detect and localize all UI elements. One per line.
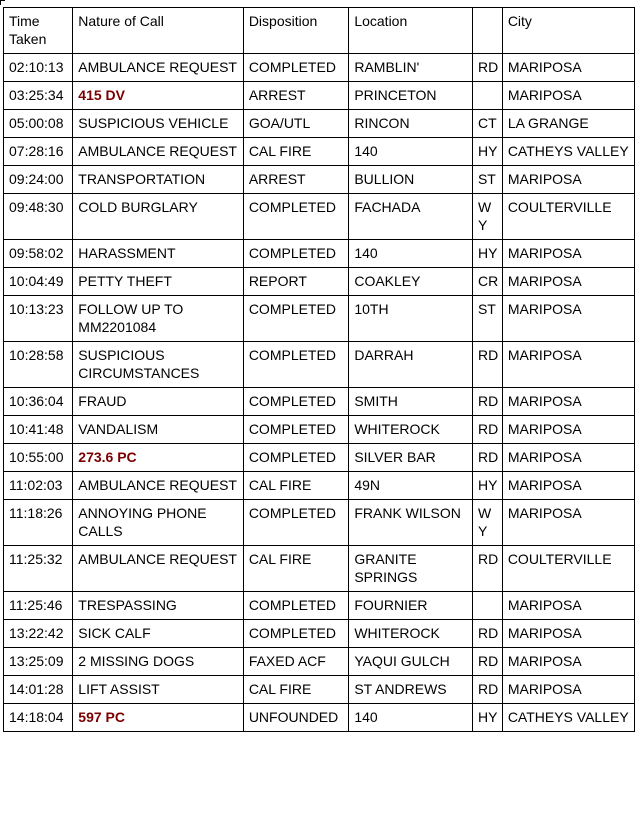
- cell-city: LA GRANGE: [502, 110, 634, 138]
- cell-nature: SICK CALF: [73, 620, 244, 648]
- cell-suffix: HY: [472, 472, 502, 500]
- cell-location: 140: [349, 240, 473, 268]
- cell-time: 14:18:04: [4, 704, 73, 732]
- cell-suffix: RD: [472, 388, 502, 416]
- cell-suffix: HY: [472, 240, 502, 268]
- cell-time: 10:41:48: [4, 416, 73, 444]
- cell-city: MARIPOSA: [502, 648, 634, 676]
- table-row: [4, 500, 635, 546]
- cell-time: 11:02:03: [4, 472, 73, 500]
- penal-code-text: 597 PC: [78, 709, 125, 725]
- cell-city: CATHEYS VALLEY: [502, 704, 634, 732]
- cell-suffix: [472, 82, 502, 110]
- table-row: [4, 546, 635, 592]
- cell-suffix: HY: [472, 138, 502, 166]
- cell-nature: COLD BURGLARY: [73, 194, 244, 240]
- cell-time: 11:25:46: [4, 592, 73, 620]
- cell-city: MARIPOSA: [502, 444, 634, 472]
- cell-location: PRINCETON: [349, 82, 473, 110]
- cell-nature: [73, 704, 244, 732]
- table-row: [4, 268, 635, 296]
- cell-city: MARIPOSA: [502, 500, 634, 546]
- cell-location: 10TH: [349, 296, 473, 342]
- cell-time: 05:00:08: [4, 110, 73, 138]
- cell-disposition: COMPLETED: [243, 592, 349, 620]
- cell-city: MARIPOSA: [502, 472, 634, 500]
- cell-city: MARIPOSA: [502, 166, 634, 194]
- cell-suffix: CT: [472, 110, 502, 138]
- cell-nature: 2 MISSING DOGS: [73, 648, 244, 676]
- cell-disposition: GOA/UTL: [243, 110, 349, 138]
- cell-disposition: COMPLETED: [243, 342, 349, 388]
- cell-nature: FRAUD: [73, 388, 244, 416]
- table-row: [4, 444, 635, 472]
- cell-time: 09:24:00: [4, 166, 73, 194]
- cell-location: COAKLEY: [349, 268, 473, 296]
- header-row: [4, 8, 635, 54]
- penal-code-text: 415 DV: [78, 87, 125, 103]
- cell-nature: [73, 82, 244, 110]
- cell-nature: AMBULANCE REQUEST: [73, 138, 244, 166]
- cell-time: 11:18:26: [4, 500, 73, 546]
- cell-city: MARIPOSA: [502, 296, 634, 342]
- cell-disposition: CAL FIRE: [243, 546, 349, 592]
- cell-location: RAMBLIN': [349, 54, 473, 82]
- cell-location: FOURNIER: [349, 592, 473, 620]
- cell-location: 49N: [349, 472, 473, 500]
- cell-location: SMITH: [349, 388, 473, 416]
- table-row: [4, 82, 635, 110]
- cell-city: MARIPOSA: [502, 342, 634, 388]
- table-body: [4, 54, 635, 732]
- table-row: [4, 138, 635, 166]
- cell-disposition: COMPLETED: [243, 444, 349, 472]
- table-row: [4, 472, 635, 500]
- cell-time: 13:25:09: [4, 648, 73, 676]
- cell-suffix: RD: [472, 676, 502, 704]
- corner-mark: [0, 0, 5, 5]
- cell-disposition: CAL FIRE: [243, 472, 349, 500]
- cell-location: SILVER BAR: [349, 444, 473, 472]
- cell-suffix: CR: [472, 268, 502, 296]
- cell-suffix: WY: [472, 500, 502, 546]
- table-row: [4, 388, 635, 416]
- cell-time: 03:25:34: [4, 82, 73, 110]
- cell-nature: TRESPASSING: [73, 592, 244, 620]
- cell-location: WHITEROCK: [349, 416, 473, 444]
- cell-time: 10:36:04: [4, 388, 73, 416]
- cell-disposition: ARREST: [243, 82, 349, 110]
- table-row: [4, 166, 635, 194]
- cell-nature: TRANSPORTATION: [73, 166, 244, 194]
- cell-time: 14:01:28: [4, 676, 73, 704]
- cell-time: 09:48:30: [4, 194, 73, 240]
- cell-city: MARIPOSA: [502, 620, 634, 648]
- cell-location: FRANK WILSON: [349, 500, 473, 546]
- cell-nature: AMBULANCE REQUEST: [73, 472, 244, 500]
- cell-time: 07:28:16: [4, 138, 73, 166]
- cell-disposition: UNFOUNDED: [243, 704, 349, 732]
- cell-city: MARIPOSA: [502, 416, 634, 444]
- cell-disposition: COMPLETED: [243, 296, 349, 342]
- cell-suffix: RD: [472, 54, 502, 82]
- cell-time: 10:28:58: [4, 342, 73, 388]
- table-row: [4, 704, 635, 732]
- table-row: [4, 416, 635, 444]
- cell-disposition: REPORT: [243, 268, 349, 296]
- cell-suffix: RD: [472, 444, 502, 472]
- cell-disposition: COMPLETED: [243, 194, 349, 240]
- cell-location: WHITEROCK: [349, 620, 473, 648]
- cell-nature: FOLLOW UP TO MM2201084: [73, 296, 244, 342]
- cell-disposition: CAL FIRE: [243, 138, 349, 166]
- cell-city: MARIPOSA: [502, 676, 634, 704]
- cell-disposition: COMPLETED: [243, 388, 349, 416]
- cell-nature: LIFT ASSIST: [73, 676, 244, 704]
- table-row: [4, 240, 635, 268]
- cell-disposition: COMPLETED: [243, 500, 349, 546]
- cell-suffix: RD: [472, 620, 502, 648]
- cell-disposition: COMPLETED: [243, 54, 349, 82]
- header-time: Time Taken: [4, 8, 73, 54]
- cell-time: 10:04:49: [4, 268, 73, 296]
- cell-time: 10:13:23: [4, 296, 73, 342]
- table-row: [4, 620, 635, 648]
- penal-code-text: 273.6 PC: [78, 449, 137, 465]
- cell-time: 09:58:02: [4, 240, 73, 268]
- header-nature: Nature of Call: [73, 8, 244, 54]
- cell-nature: HARASSMENT: [73, 240, 244, 268]
- table-row: [4, 54, 635, 82]
- cell-nature: PETTY THEFT: [73, 268, 244, 296]
- cell-city: COULTERVILLE: [502, 194, 634, 240]
- cell-city: CATHEYS VALLEY: [502, 138, 634, 166]
- table-row: [4, 676, 635, 704]
- table-row: [4, 194, 635, 240]
- cell-location: GRANITE SPRINGS: [349, 546, 473, 592]
- table-row: [4, 648, 635, 676]
- cell-city: COULTERVILLE: [502, 546, 634, 592]
- table-row: [4, 110, 635, 138]
- cell-disposition: CAL FIRE: [243, 676, 349, 704]
- cell-city: MARIPOSA: [502, 54, 634, 82]
- table-row: [4, 592, 635, 620]
- cell-disposition: COMPLETED: [243, 416, 349, 444]
- cell-location: RINCON: [349, 110, 473, 138]
- cell-nature: AMBULANCE REQUEST: [73, 546, 244, 592]
- cell-suffix: [472, 592, 502, 620]
- call-log-table: [3, 7, 635, 732]
- cell-nature: AMBULANCE REQUEST: [73, 54, 244, 82]
- header-city: City: [502, 8, 634, 54]
- cell-location: DARRAH: [349, 342, 473, 388]
- cell-time: 10:55:00: [4, 444, 73, 472]
- cell-suffix: RD: [472, 342, 502, 388]
- cell-suffix: ST: [472, 296, 502, 342]
- cell-location: YAQUI GULCH: [349, 648, 473, 676]
- cell-time: 11:25:32: [4, 546, 73, 592]
- table-row: [4, 342, 635, 388]
- cell-location: ST ANDREWS: [349, 676, 473, 704]
- cell-nature: SUSPICIOUS VEHICLE: [73, 110, 244, 138]
- cell-location: 140: [349, 704, 473, 732]
- cell-disposition: COMPLETED: [243, 240, 349, 268]
- cell-nature: [73, 444, 244, 472]
- header-suffix: [472, 8, 502, 54]
- cell-location: 140: [349, 138, 473, 166]
- cell-suffix: RD: [472, 546, 502, 592]
- cell-city: MARIPOSA: [502, 592, 634, 620]
- cell-disposition: ARREST: [243, 166, 349, 194]
- cell-location: BULLION: [349, 166, 473, 194]
- cell-nature: SUSPICIOUS CIRCUMSTANCES: [73, 342, 244, 388]
- cell-nature: VANDALISM: [73, 416, 244, 444]
- cell-time: 02:10:13: [4, 54, 73, 82]
- header-disposition: Disposition: [243, 8, 349, 54]
- cell-city: MARIPOSA: [502, 240, 634, 268]
- cell-suffix: HY: [472, 704, 502, 732]
- cell-city: MARIPOSA: [502, 82, 634, 110]
- cell-suffix: WY: [472, 194, 502, 240]
- table-row: [4, 296, 635, 342]
- cell-suffix: RD: [472, 416, 502, 444]
- cell-city: MARIPOSA: [502, 268, 634, 296]
- cell-time: 13:22:42: [4, 620, 73, 648]
- cell-suffix: RD: [472, 648, 502, 676]
- cell-disposition: COMPLETED: [243, 620, 349, 648]
- cell-location: FACHADA: [349, 194, 473, 240]
- cell-disposition: FAXED ACF: [243, 648, 349, 676]
- header-location: Location: [349, 8, 473, 54]
- cell-city: MARIPOSA: [502, 388, 634, 416]
- cell-nature: ANNOYING PHONE CALLS: [73, 500, 244, 546]
- cell-suffix: ST: [472, 166, 502, 194]
